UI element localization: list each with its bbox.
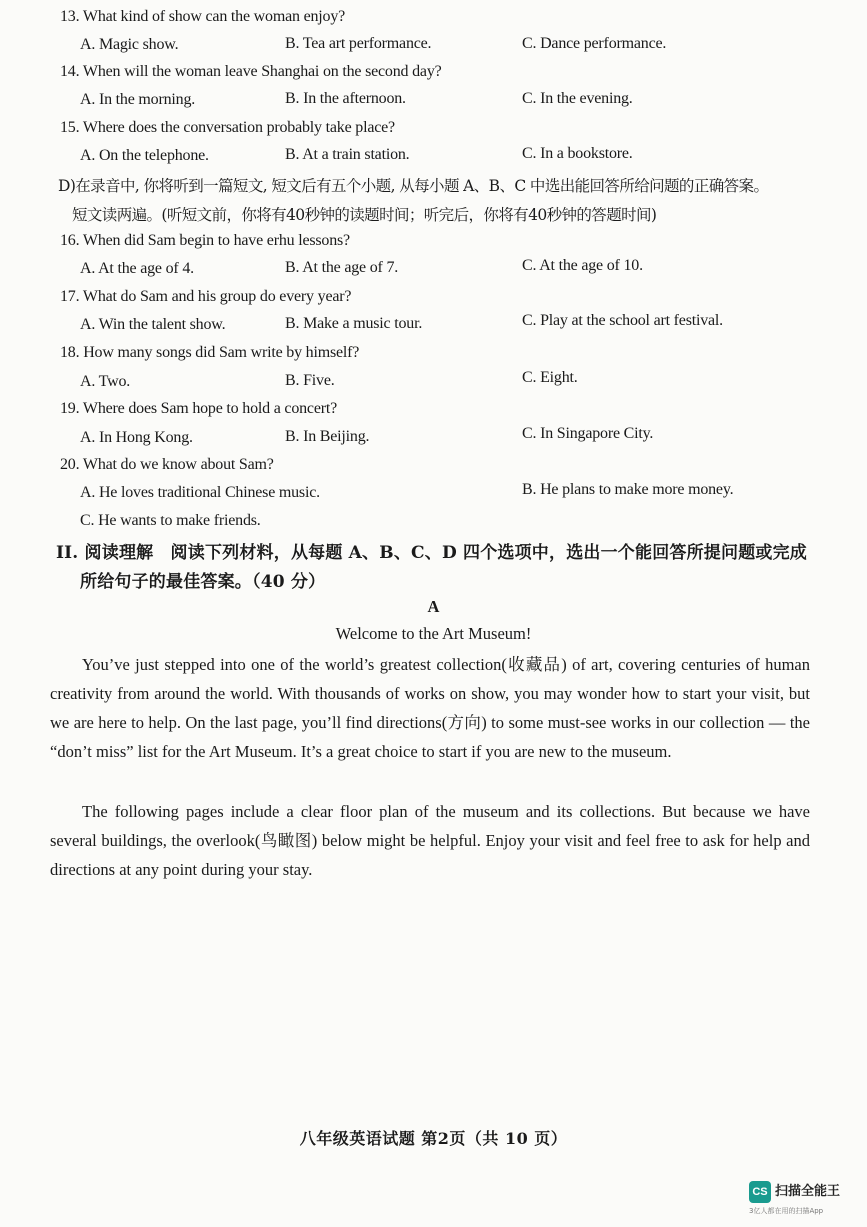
q15-option-a: A. On the telephone. bbox=[80, 147, 209, 164]
question-13: 13. What kind of show can the woman enjoy? bbox=[60, 8, 346, 25]
section-d-instruction-line2: 短文读两遍。(听短文前，你将有40秒钟的读题时间；听完后，你将有40秒钟的答题时间) bbox=[72, 206, 657, 224]
q20-option-c: C. He wants to make friends. bbox=[80, 512, 261, 529]
q20-option-b: B. He plans to make more money. bbox=[522, 481, 734, 498]
q13-option-c: C. Dance performance. bbox=[522, 35, 667, 52]
q19-option-b: B. In Beijing. bbox=[285, 428, 370, 445]
passage-title: Welcome to the Art Museum! bbox=[335, 624, 532, 643]
q16-option-c: C. At the age of 10. bbox=[522, 257, 643, 274]
q16-option-b: B. At the age of 7. bbox=[285, 259, 399, 276]
section-ii-instruction-line2: 所给句子的最佳答案。（40 分） bbox=[80, 572, 326, 592]
q15-option-b: B. At a train station. bbox=[285, 146, 410, 163]
q18-option-a: A. Two. bbox=[80, 373, 131, 390]
q17-option-b: B. Make a music tour. bbox=[285, 315, 423, 332]
q13-option-a: A. Magic show. bbox=[80, 36, 179, 53]
scanner-watermark bbox=[749, 1179, 859, 1219]
paragraph-1-text: You’ve just stepped into one of the world’s greatest collection(收藏品) of art, covering centuries of human creativity from around the world. With thousands of works on show, you may wonder how to start your visit, but we are here to help. On the last page, you’ll find directions(方向) to some must-see works in our collection — the “don’t miss” list for the Art Museum. It’s a great choice to start if you are new to the museum. bbox=[50, 655, 810, 761]
watermark-name: 扫描全能王 bbox=[775, 1184, 841, 1199]
camscanner-logo-icon: CS bbox=[749, 1181, 771, 1203]
passage-paragraph-2 bbox=[50, 797, 810, 884]
passage-paragraph-1 bbox=[50, 650, 810, 766]
paragraph-2-text: The following pages include a clear floor plan of the museum and its collections. But because we have several buildings, the overlook(鸟瞰图) below might be helpful. Enjoy your visit and feel free to ask for help and directions at any point during your stay. bbox=[50, 802, 810, 879]
q14-option-a: A. In the morning. bbox=[80, 91, 196, 108]
q17-option-a: A. Win the talent show. bbox=[80, 316, 226, 333]
q14-option-b: B. In the afternoon. bbox=[285, 90, 406, 107]
q15-option-c: C. In a bookstore. bbox=[522, 145, 633, 162]
question-16: 16. When did Sam begin to have erhu lessons? bbox=[60, 232, 350, 249]
section-ii-instruction: II. 阅读理解 阅读下列材料，从每题 A、B、C、D 四个选项中，选出一个能回答所提问题或完成 bbox=[56, 543, 808, 563]
question-17: 17. What do Sam and his group do every year? bbox=[60, 288, 352, 305]
watermark-tagline: 3亿人都在用的扫描App bbox=[749, 1207, 824, 1215]
q19-option-c: C. In Singapore City. bbox=[522, 425, 654, 442]
q19-option-a: A. In Hong Kong. bbox=[80, 429, 193, 446]
question-20: 20. What do we know about Sam? bbox=[60, 456, 274, 473]
q18-option-b: B. Five. bbox=[285, 372, 335, 389]
q13-option-b: B. Tea art performance. bbox=[285, 35, 432, 52]
question-14: 14. When will the woman leave Shanghai on the second day? bbox=[60, 63, 442, 80]
question-19: 19. Where does Sam hope to hold a concert? bbox=[60, 400, 337, 417]
question-15: 15. Where does the conversation probably take place? bbox=[60, 119, 395, 136]
q16-option-a: A. At the age of 4. bbox=[80, 260, 194, 277]
q14-option-c: C. In the evening. bbox=[522, 90, 633, 107]
q20-option-a: A. He loves traditional Chinese music. bbox=[80, 484, 320, 501]
passage-letter: A bbox=[427, 597, 440, 616]
page-footer: 八年级英语试题 第2页（共 10 页） bbox=[299, 1129, 568, 1148]
section-d-instruction: D)在录音中, 你将听到一篇短文, 短文后有五个小题, 从每小题 A、B、C 中选出能回答所给问题的正确答案。 bbox=[58, 177, 769, 195]
q18-option-c: C. Eight. bbox=[522, 369, 578, 386]
question-18: 18. How many songs did Sam write by himself? bbox=[60, 344, 360, 361]
q17-option-c: C. Play at the school art festival. bbox=[522, 312, 723, 329]
